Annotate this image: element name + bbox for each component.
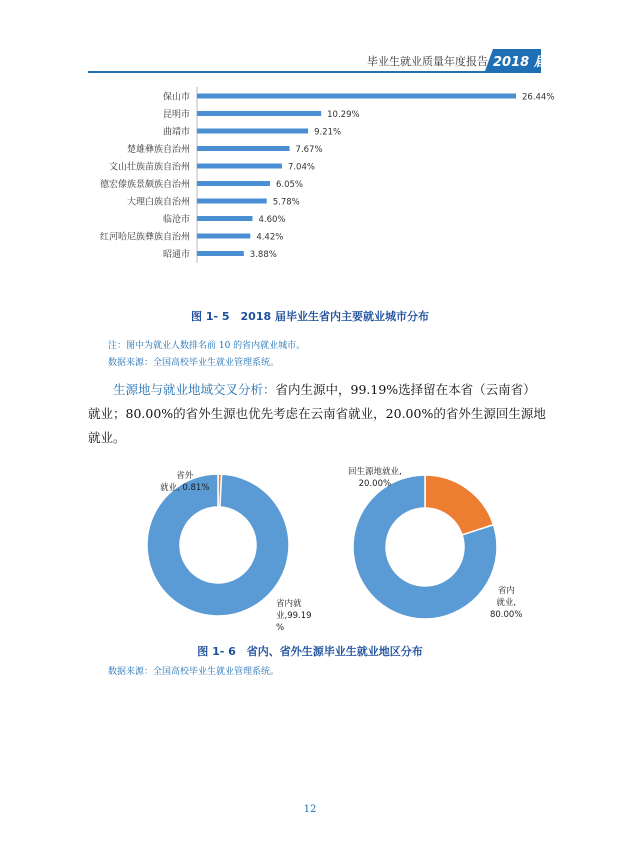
bar [197, 146, 290, 151]
paragraph-lead: 生源地与就业地域交叉分析： [113, 382, 276, 397]
bar-category-label: 曲靖市 [162, 127, 190, 138]
bar-category-label: 德宏傣族景颇族自治州 [99, 180, 190, 190]
figure-1-5-source: 数据来源：全国高校毕业生就业管理系统。 [108, 358, 280, 368]
city-distribution-bar-chart [0, 0, 620, 300]
figure-1-6-source: 数据来源：全国高校毕业生就业管理系统。 [108, 667, 280, 677]
donut-2-center-label: 省外 生源 [412, 537, 437, 567]
bar-category-label: 楚雄彝族自治州 [126, 145, 190, 155]
bar-category-label: 红河哈尼族彝族自治州 [99, 232, 190, 243]
bar [197, 234, 250, 239]
bar-value-label: 6.05% [275, 180, 304, 190]
donut-1-inside-label: 省内就 业,99.19 % [276, 599, 312, 633]
paragraph-text: 省内生源中，99.19%选择留在本省（云南省）就业；80.00%的省外生源也优先考虑在云南省就业，20.00%的省外生源回生源地就业。 [88, 382, 546, 445]
bar-value-label: 7.67% [295, 145, 323, 155]
donut-1-outside-label: 省外 就业, 0.81% [160, 471, 210, 493]
bar [197, 164, 282, 169]
bar-value-label: 4.60% [258, 215, 286, 225]
bar-value-label: 7.04% [287, 162, 315, 173]
bar-category-label: 临沧市 [162, 215, 190, 225]
bar-category-label: 文山壮族苗族自治州 [108, 162, 190, 173]
bar [197, 94, 516, 99]
bar-category-label: 保山市 [162, 92, 190, 103]
cross-analysis-paragraph [88, 378, 548, 450]
bar [197, 216, 252, 221]
bar [197, 129, 308, 134]
figure-1-6-caption: 图 1- 6 省内、省外生源毕业生就业地区分布 [197, 645, 423, 658]
bar [197, 181, 270, 186]
donut-2-inside-label: 省内 就业, 80.00% [490, 586, 523, 620]
bar-value-label: 5.78% [272, 197, 300, 208]
donut-2-return-label: 回生源地就业, 20.00% [348, 467, 402, 489]
bar-category-label: 昭通市 [162, 250, 190, 260]
year-label: 2018 届 [493, 55, 547, 70]
bar-category-label: 昆明市 [162, 110, 190, 120]
bar-value-label: 26.44% [522, 92, 555, 103]
bar-value-label: 10.29% [327, 110, 360, 120]
bar-value-label: 3.88% [249, 250, 277, 260]
bar-value-label: 9.21% [314, 127, 342, 138]
bar-category-label: 大理白族自治州 [126, 197, 190, 208]
figure-1-5-caption: 图 1- 5 2018 届毕业生省内主要就业城市分布 [191, 310, 429, 323]
figure-1-5-note: 注：图中为就业人数排名前 10 的省内就业城市。 [108, 341, 306, 351]
bar [197, 251, 244, 256]
bar [197, 199, 267, 204]
donut-1-center-label: 省内 生源 [195, 529, 220, 559]
bar-value-label: 4.42% [256, 232, 284, 243]
bar [197, 111, 321, 116]
report-title: 毕业生就业质量年度报告 [367, 55, 488, 68]
page-number: 12 [303, 804, 317, 815]
donut-slice [425, 475, 493, 535]
